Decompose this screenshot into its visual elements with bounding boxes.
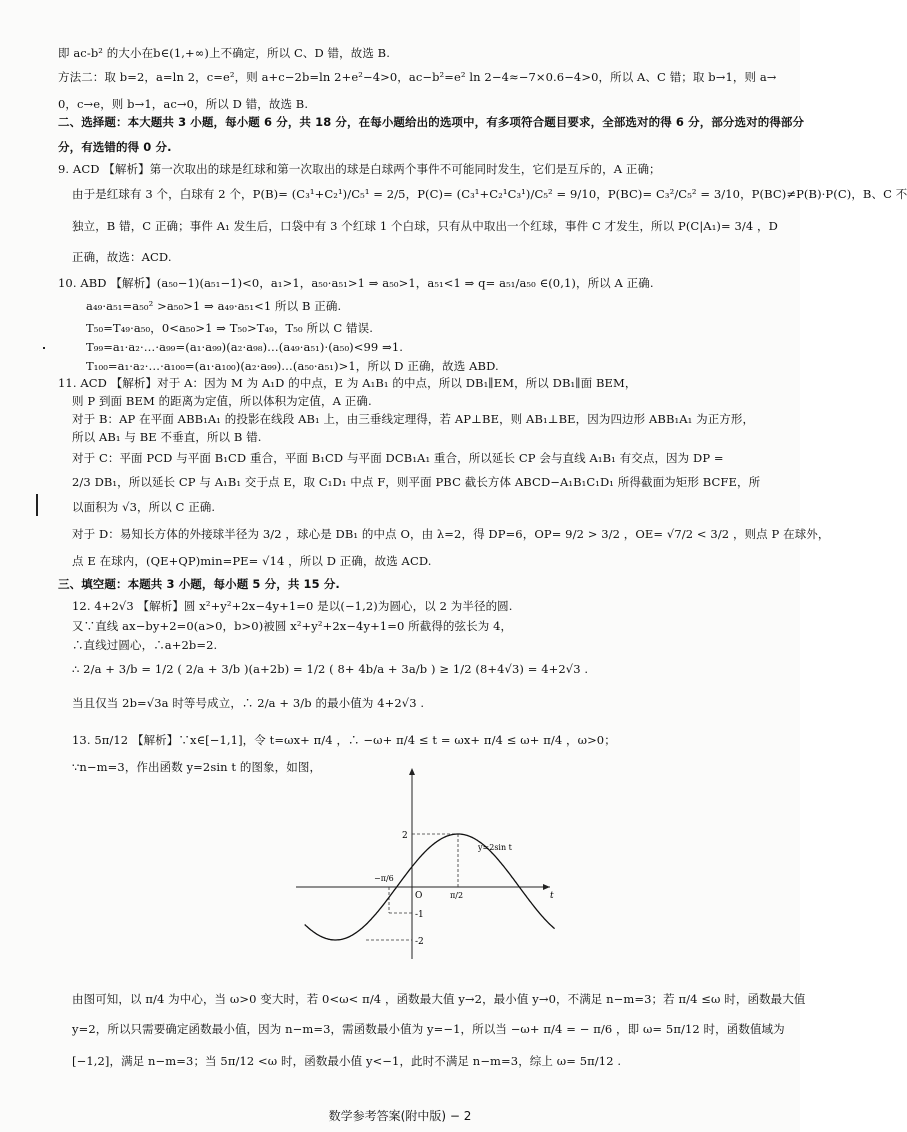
text-line: 对于 C：平面 PCD 与平面 B₁CD 重合，平面 B₁CD 与平面 DCB₁A₁ 重合，所以延长 CP 会与直线 A₁B₁ 有交点，因为 DP =	[72, 451, 724, 465]
section-heading: 分，有选错的得 0 分.	[58, 140, 172, 154]
text-line: 对于 D：易知长方体的外接球半径为 3/2 ，球心是 DB₁ 的中点 O，由 λ=2，得 DP=6，OP= 9/2 > 3/2 ，OE= √7/2 < 3/2 ，则点 P 在球外，	[72, 527, 830, 541]
y-tick-neg1: -1	[415, 910, 424, 920]
t-axis-label: t	[550, 891, 554, 901]
text-line: 点 E 在球内，(QE+QP)min=PE= √14 ，所以 D 正确，故选 ACD.	[72, 554, 432, 568]
text-line: 即 ac-b² 的大小在b∈(1,+∞)上不确定，所以 C、D 错，故选 B.	[58, 46, 390, 60]
text-line: 所以 AB₁ 与 BE 不垂直，所以 B 错.	[72, 430, 262, 444]
x-tick-neg-pi-6: −π/6	[374, 874, 394, 883]
t-axis-arrow-icon	[543, 884, 550, 890]
text-line: 11. ACD 【解析】对于 A：因为 M 为 A₁D 的中点，E 为 A₁B₁ 的中点，所以 DB₁∥EM，所以 DB₁∥面 BEM，	[58, 376, 637, 390]
curve-label: y=2sin t	[478, 843, 512, 852]
text-line: 则 P 到面 BEM 的距离为定值，所以体积为定值，A 正确.	[72, 394, 372, 408]
text-line: T₉₉=a₁·a₂·…·a₉₉=(a₁·a₉₉)(a₂·a₉₈)…(a₄₉·a₅₁)·(a₅₀)<99 ⇒1.	[86, 340, 403, 354]
text-line: 对于 B：AP 在平面 ABB₁A₁ 的投影在线段 AB₁ 上，由三垂线定理得，若 AP⊥BE，则 AB₁⊥BE，因为四边形 ABB₁A₁ 为正方形，	[72, 412, 755, 426]
text-line: 9. ACD 【解析】第一次取出的球是红球和第一次取出的球是白球两个事件不可能同时发生，它们是互斥的，A 正确；	[58, 162, 661, 176]
text-line: ∵n−m=3，作出函数 y=2sin t 的图象，如图，	[72, 760, 322, 774]
x-tick-pi-2: π/2	[450, 891, 464, 900]
text-line: 2/3 DB₁，所以延长 CP 与 A₁B₁ 交于点 E，取 C₁D₁ 中点 F，则平面 PBC 截长方体 ABCD−A₁B₁C₁D₁ 所得截面为矩形 BCFE，所	[72, 475, 761, 489]
text-line: [−1,2]，满足 n−m=3；当 5π/12 <ω 时，函数最小值 y<−1，此时不满足 n−m=3，综上 ω= 5π/12 .	[72, 1054, 622, 1068]
text-line: 又∵直线 ax−by+2=0(a>0，b>0)被圆 x²+y²+2x−4y+1=0 所截得的弦长为 4，	[72, 619, 513, 633]
origin-label: O	[415, 891, 423, 901]
section-heading: 三、填空题：本题共 3 小题，每小题 5 分，共 15 分.	[58, 577, 340, 591]
text-line: 12. 4+2√3 【解析】圆 x²+y²+2x−4y+1=0 是以(−1,2)为圆心，以 2 为半径的圆.	[72, 599, 513, 613]
text-line: ∴直线过圆心，∴a+2b=2.	[72, 638, 218, 652]
text-line: T₁₀₀=a₁·a₂·…·a₁₀₀=(a₁·a₁₀₀)(a₂·a₉₉)…(a₅₀·a₅₁)>1，所以 D 正确，故选 ABD.	[86, 359, 499, 373]
text-line: 10. ABD 【解析】(a₅₀−1)(a₅₁−1)<0，a₁>1，a₅₀·a₅₁>1 ⇒ a₅₀>1，a₅₁<1 ⇒ q= a₅₁/a₅₀ ∈(0,1)，所以 A 正确.	[58, 276, 654, 290]
text-line: 由于是红球有 3 个，白球有 2 个，P(B)= (C₃¹+C₂¹)/C₅¹ = 2/5，P(C)= (C₃¹+C₂¹C₃¹)/C₅² = 9/10，P(BC)= C₃²/C₅² = 3/10，P(BC)≠P(B)·P(C)，B、C 不	[72, 187, 907, 201]
text-line: 方法二：取 b=2，a=ln 2，c=e²，则 a+c−2b=ln 2+e²−4>0，ac−b²=e² ln 2−4≈−7×0.6−4>0，所以 A、C 错；取 b→1，则 a→	[58, 70, 777, 84]
text-line: a₄₉·a₅₁=a₅₀² >a₅₀>1 ⇒ a₄₉·a₅₁<1 所以 B 正确.	[86, 299, 342, 313]
text-line: 13. 5π/12 【解析】∵x∈[−1,1]，令 t=ωx+ π/4 ，∴ −ω+ π/4 ≤ t = ωx+ π/4 ≤ ω+ π/4 ，ω>0；	[72, 733, 616, 747]
y-tick-neg2: -2	[415, 937, 424, 947]
section-heading: 二、选择题：本大题共 3 小题，每小题 6 分，共 18 分，在每小题给出的选项中，有多项符合题目要求，全部选对的得 6 分，部分选对的得部分	[58, 115, 805, 129]
text-line: 正确，故选：ACD.	[72, 250, 172, 264]
margin-mark	[36, 494, 38, 516]
y-tick-2: 2	[402, 831, 408, 841]
text-line: 由图可知，以 π/4 为中心，当 ω>0 变大时，若 0<ω< π/4 ，函数最大值 y→2，最小值 y→0，不满足 n−m=3；若 π/4 ≤ω 时，函数最大值	[72, 992, 806, 1006]
text-line: ∴ 2/a + 3/b = 1/2 ( 2/a + 3/b )(a+2b) = 1/2 ( 8+ 4b/a + 3a/b ) ≥ 1/2 (8+4√3) = 4+2√3 .	[72, 662, 589, 676]
sine-graph	[288, 764, 558, 964]
text-line: 独立，B 错，C 正确；事件 A₁ 发生后，口袋中有 3 个红球 1 个白球，只有从中取出一个红球，事件 C 才发生，所以 P(C|A₁)= 3/4 ，D	[72, 219, 778, 233]
text-line: T₅₀=T₄₉·a₅₀，0<a₅₀>1 ⇒ T₅₀>T₄₉，T₅₀ 所以 C 错误.	[86, 321, 374, 335]
page-footer: 数学参考答案(附中版) − 2	[328, 1109, 472, 1123]
text-line: 当且仅当 2b=√3a 时等号成立，∴ 2/a + 3/b 的最小值为 4+2√3 .	[72, 696, 425, 710]
text-line: y=2，所以只需要确定函数最小值，因为 n−m=3，需函数最小值为 y=−1，所以当 −ω+ π/4 = − π/6 ，即 ω= 5π/12 时，函数值域为	[72, 1022, 785, 1036]
text-line: 0，c→e，则 b→1，ac→0，所以 D 错，故选 B.	[58, 97, 309, 111]
margin-dot	[43, 347, 45, 349]
text-line: 以面积为 √3，所以 C 正确.	[72, 500, 216, 514]
y-axis-arrow-icon	[409, 768, 415, 775]
